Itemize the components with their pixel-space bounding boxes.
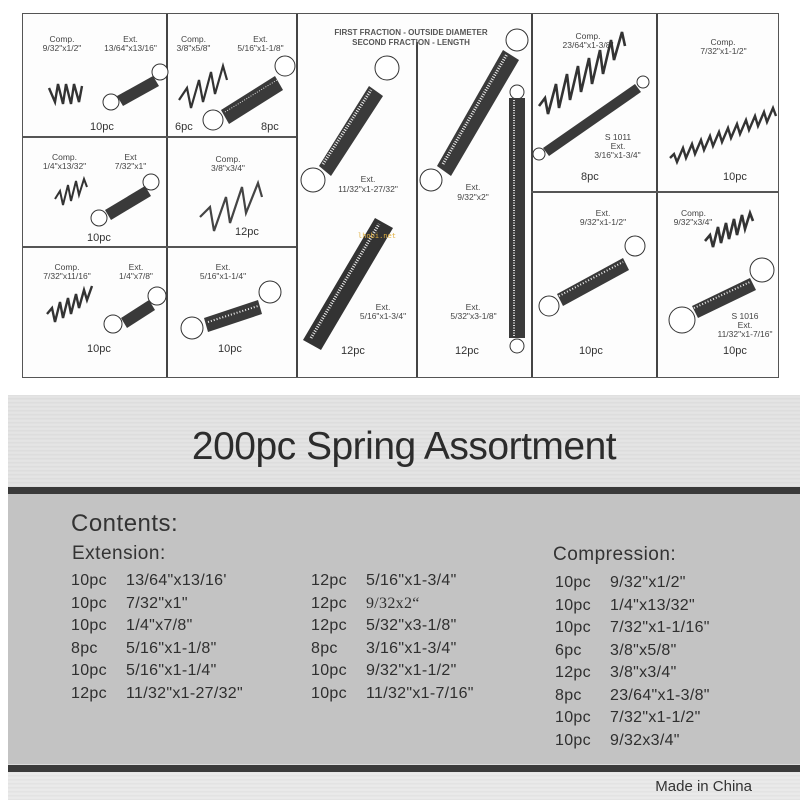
- quantity-label: 10pc: [87, 232, 111, 244]
- list-item: 8pc 3/16"x1-3/4": [311, 639, 457, 657]
- list-item: 10pc 13/64"x13/16': [71, 572, 227, 589]
- quantity-label: 10pc: [218, 343, 242, 355]
- contents-section: [8, 494, 800, 764]
- spring-size-label: 3/8"x5/8": [176, 43, 211, 53]
- quantity-label: 10pc: [579, 345, 603, 357]
- compression-spring-icon: [47, 76, 87, 116]
- divider-bar: [8, 487, 800, 494]
- spring-type-label: S 1011: [604, 132, 632, 142]
- quantity-label: 10pc: [723, 171, 747, 183]
- list-item: 10pc 5/16"x1-1/4": [71, 662, 217, 679]
- spring-type-label: Ext.: [360, 174, 376, 184]
- quantity-label: 12pc: [455, 345, 479, 357]
- list-item: 6pc 3/8"x5/8": [555, 641, 677, 659]
- quantity-label: 8pc: [261, 121, 279, 133]
- spring-size-label: 7/32"x1": [114, 161, 147, 171]
- spring-size-label: 13/64"x13/16": [104, 43, 157, 53]
- spring-size-label: 5/16"x1-1/4": [199, 271, 247, 281]
- spring-type-label: Ext.: [610, 141, 626, 151]
- list-item: 10pc 1/4"x13/32": [555, 596, 695, 614]
- list-item: 10pc 11/32"x1-7/16": [311, 684, 474, 702]
- spring-type-label: Ext.: [375, 302, 391, 312]
- footer-band: [8, 772, 800, 800]
- quantity-label: 10pc: [90, 121, 114, 133]
- extension-spring-icon: [299, 54, 399, 194]
- spring-type-label: S 1016: [731, 311, 759, 321]
- list-item: 10pc 7/32"x1-1/16": [555, 619, 710, 636]
- divider: [531, 191, 778, 193]
- compression-list: [555, 574, 710, 754]
- spring-type-label: Ext.: [595, 208, 611, 218]
- spring-type-label: Ext.: [737, 320, 753, 330]
- spring-type-label: Ext.: [123, 34, 138, 44]
- spring-size-label: 23/64"x1-3/8": [562, 40, 614, 50]
- extension-spring-icon: [101, 282, 171, 337]
- spring-size-label: 5/16"x1-3/4": [359, 311, 407, 321]
- spring-size-label: 1/4"x7/8": [119, 271, 153, 281]
- spring-type-label: Comp.: [215, 154, 241, 164]
- quantity-label: 10pc: [723, 345, 747, 357]
- spring-type-label: Comp.: [180, 34, 207, 44]
- spring-size-label: 1/4"x13/32": [42, 161, 87, 171]
- divider: [416, 42, 418, 377]
- spring-size-label: 3/8"x3/4": [211, 163, 245, 173]
- list-item: 12pc 11/32"x1-27/32": [71, 684, 243, 702]
- extension-spring-icon: [535, 232, 650, 317]
- spring-size-label: 11/32"x1-7/16": [717, 329, 773, 339]
- extension-spring-icon: [505, 84, 529, 354]
- product-label-panel: [8, 395, 800, 800]
- spring-type-label: Comp.: [54, 262, 80, 272]
- compression-spring-icon: [668, 66, 778, 166]
- spring-size-label: 3/16"x1-3/4": [594, 150, 641, 160]
- spring-diagram: [22, 13, 779, 378]
- extension-spring-icon: [101, 58, 171, 113]
- spring-type-label: Comp.: [710, 37, 736, 47]
- list-item: 10pc 9/32"x1/2": [555, 574, 686, 591]
- list-item: 10pc 7/32"x1-1/2": [555, 709, 701, 726]
- list-item: 10pc 9/32x3/4": [555, 731, 680, 749]
- spring-type-label: Ext.: [128, 262, 144, 272]
- list-item: 12pc 5/16"x1-3/4": [311, 572, 457, 589]
- quantity-label: 12pc: [341, 345, 365, 357]
- extension-spring-icon: [178, 276, 288, 346]
- list-item: 12pc 5/32"x3-1/8": [311, 617, 457, 634]
- quantity-label: 12pc: [235, 226, 259, 238]
- spring-type-label: Ext: [124, 152, 137, 162]
- list-item: 10pc 7/32"x1": [71, 594, 188, 612]
- spring-type-label: Ext.: [465, 302, 481, 312]
- divider: [23, 246, 296, 248]
- spring-type-label: Comp.: [51, 152, 78, 162]
- spring-type-label: Ext.: [215, 262, 231, 272]
- extension-heading: Extension:: [72, 543, 166, 564]
- spring-size-label: 11/32"x1-27/32": [338, 184, 398, 194]
- spring-size-label: 5/16"x1-1/8": [237, 43, 284, 53]
- extension-spring-icon: [201, 54, 301, 134]
- divider: [23, 136, 296, 138]
- contents-heading: Contents:: [71, 510, 179, 537]
- spring-size-label: 9/32"x3/4": [673, 217, 713, 227]
- extension-spring-icon: [87, 164, 167, 230]
- diagram-header-diameter: FIRST FRACTION - OUTSIDE DIAMETER: [334, 28, 488, 37]
- quantity-label: 8pc: [581, 171, 599, 183]
- quantity-label: 6pc: [175, 121, 193, 133]
- spring-size-label: 5/32"x3-1/8": [450, 311, 497, 321]
- list-item: 12pc 9/32x2“: [311, 594, 420, 612]
- watermark: lhobi.net: [358, 232, 396, 240]
- list-item: 12pc 3/8"x3/4": [555, 664, 677, 681]
- spring-size-label: 9/32"x1/2": [42, 43, 82, 53]
- origin-label: Made in China: [655, 778, 752, 795]
- spring-type-label: Comp.: [680, 208, 707, 218]
- title-band: [8, 395, 800, 487]
- spring-size-label: 7/32"x1-1/2": [700, 46, 747, 56]
- product-title: 200pc Spring Assortment: [191, 425, 617, 468]
- spring-type-label: Comp.: [575, 31, 601, 41]
- divider: [656, 14, 658, 377]
- extension-list-col1: [71, 572, 243, 707]
- list-item: 10pc 1/4"x7/8": [71, 617, 193, 634]
- compression-heading: Compression:: [553, 544, 677, 565]
- spring-type-label: Comp.: [49, 34, 75, 44]
- divider-bar: [8, 765, 800, 772]
- list-item: 8pc 5/16"x1-1/8": [71, 639, 217, 657]
- diagram-header-length: SECOND FRACTION - LENGTH: [352, 38, 470, 47]
- compression-spring-icon: [703, 217, 768, 257]
- list-item: 10pc 9/32"x1-1/2": [311, 662, 457, 679]
- spring-type-label: Ext.: [253, 34, 268, 44]
- quantity-label: 10pc: [87, 343, 111, 355]
- compression-spring-icon: [45, 284, 105, 329]
- extension-list-col2: [311, 572, 474, 707]
- spring-size-label: 9/32"x1-1/2": [579, 217, 627, 227]
- spring-type-label: Ext.: [465, 182, 481, 192]
- spring-size-label: 9/32"x2": [457, 192, 489, 202]
- spring-size-label: 7/32"x11/16": [43, 271, 91, 281]
- list-item: 8pc 23/64"x1-3/8": [555, 686, 710, 704]
